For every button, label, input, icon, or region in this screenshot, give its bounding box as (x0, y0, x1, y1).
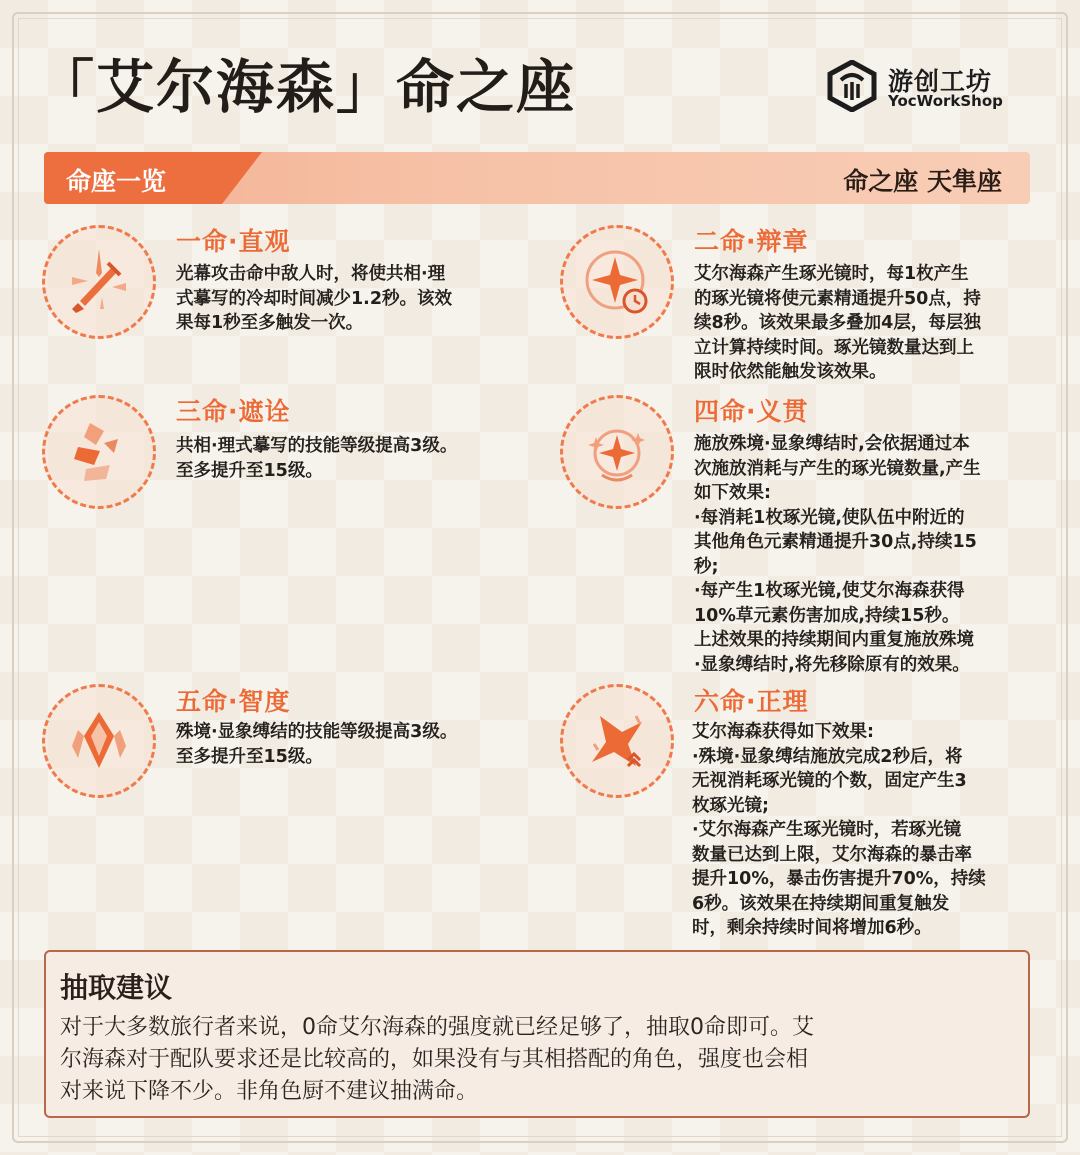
advice-line: 尔海森对于配队要求还是比较高的，如果没有与其相搭配的角色，强度也会相 (60, 1047, 809, 1072)
constellation-6-title: 六命·正理 (694, 687, 809, 716)
constellation-6-description (692, 720, 986, 941)
description-line: 10%草元素伤害加成,持续15秒。 (694, 605, 960, 626)
advice-title: 抽取建议 (60, 971, 173, 1004)
crystal-crest-icon (60, 702, 138, 780)
description-line: 式摹写的冷却时间减少1.2秒。该效 (176, 288, 452, 309)
description-line: 共相·理式摹写的技能等级提高3级。 (176, 436, 458, 456)
sword-icon (60, 243, 138, 321)
description-line: 秒; (694, 556, 719, 577)
sparkle-star-icon (578, 413, 656, 491)
advice-line: 对于大多数旅行者来说，0命艾尔海森的强度就已经足够了，抽取0命即可。艾 (60, 1015, 814, 1040)
four-point-star-icon (578, 702, 656, 780)
description-line: ·显象缚结时,将先移除原有的效果。 (694, 654, 970, 675)
description-line: 如下效果: (694, 483, 771, 503)
description-line: 其他角色元素精通提升30点,持续15 (694, 532, 977, 552)
description-line: ·艾尔海森产生琢光镜时，若琢光镜 (692, 820, 962, 840)
logo-english-name: YocWorkShop (888, 92, 1003, 110)
banner-tab (44, 152, 222, 204)
feather-leaves-icon (60, 413, 138, 491)
description-line: ·每产生1枚琢光镜,使艾尔海森获得 (694, 581, 965, 601)
page-title: 「艾尔海森」命之座 (36, 53, 577, 121)
description-line: ·每消耗1枚琢光镜,使队伍中附近的 (694, 507, 965, 528)
description-line: 次施放消耗与产生的琢光镜数量,产生 (694, 458, 981, 479)
description-line: 续8秒。该效果最多叠加4层，每层独 (694, 313, 981, 333)
description-line: 光幕攻击命中敌人时，将使共相·理 (176, 264, 446, 284)
description-line: 限时依然能触发该效果。 (694, 362, 887, 382)
description-line: 枚琢光镜; (692, 795, 769, 816)
constellation-2-description (694, 262, 981, 385)
description-line: 至多提升至15级。 (176, 746, 323, 767)
constellation-3-description (176, 434, 457, 483)
advice-line: 对来说下降不少。非角色厨不建议抽满命。 (60, 1079, 479, 1104)
description-line: 艾尔海森获得如下效果: (692, 722, 874, 742)
constellation-5-description (176, 720, 457, 769)
constellation-5-title: 五命·智度 (176, 687, 291, 716)
description-line: 立计算持续时间。琢光镜数量达到上 (694, 337, 974, 358)
constellation-4-description (694, 432, 981, 677)
section-banner (44, 152, 1030, 204)
constellation-3-title: 三命·遮诠 (176, 397, 291, 426)
description-line: 时，剩余持续时间将增加6秒。 (692, 918, 932, 938)
constellation-name: 命之座 天隼座 (843, 167, 1002, 196)
constellation-1-icon-badge (42, 225, 156, 339)
banner-left-label: 命座一览 (66, 167, 167, 196)
constellation-1-title: 一命·直观 (176, 227, 291, 256)
description-line: 的琢光镜将使元素精通提升50点，持 (694, 288, 981, 309)
star-clock-icon (578, 243, 656, 321)
description-line: 果每1秒至多触发一次。 (176, 313, 364, 333)
logo-chinese-name: 游创工坊 (888, 67, 993, 96)
description-line: 无视消耗琢光镜的个数，固定产生3 (692, 771, 967, 791)
advice-text (60, 1012, 1020, 1108)
logo-mark-icon (826, 60, 878, 112)
description-line: 殊境·显象缚结的技能等级提高3级。 (176, 722, 458, 742)
constellation-4-icon-badge (560, 395, 674, 509)
pull-advice-box (44, 950, 1030, 1118)
description-line: 施放殊境·显象缚结时,会依据通过本 (694, 434, 970, 454)
constellation-1-description (176, 262, 452, 336)
constellation-2-icon-badge (560, 225, 674, 339)
constellation-6-icon-badge (560, 684, 674, 798)
description-line: 至多提升至15级。 (176, 460, 323, 481)
description-line: ·殊境·显象缚结施放完成2秒后，将 (692, 746, 963, 767)
constellation-5-icon-badge (42, 684, 156, 798)
constellation-3-icon-badge (42, 395, 156, 509)
description-line: 上述效果的持续期间内重复施放殊境 (694, 630, 974, 650)
constellation-2-title: 二命·辩章 (694, 227, 809, 256)
description-line: 艾尔海森产生琢光镜时，每1枚产生 (694, 264, 969, 284)
brand-logo (826, 56, 1006, 116)
description-line: 提升10%，暴击伤害提升70%，持续 (692, 869, 986, 889)
description-line: 数量已达到上限，艾尔海森的暴击率 (692, 844, 972, 865)
constellation-4-title: 四命·义贯 (694, 397, 809, 426)
description-line: 6秒。该效果在持续期间重复触发 (692, 893, 950, 914)
